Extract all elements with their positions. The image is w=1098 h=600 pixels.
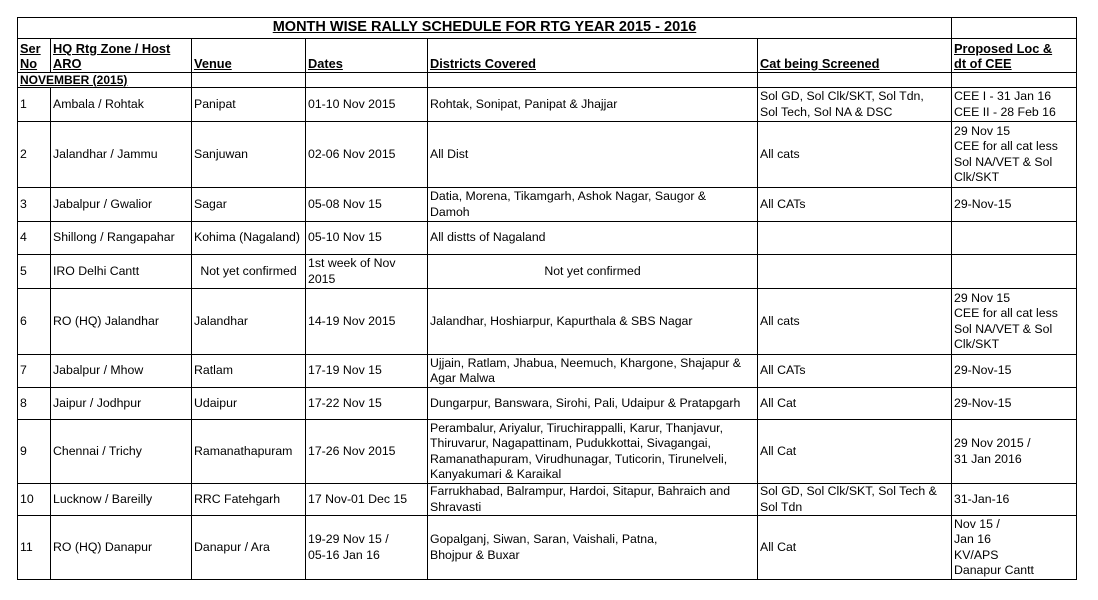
cell-dates: 1st week of Nov 2015 [306, 255, 428, 289]
title-blank-cell [952, 18, 1077, 39]
cell-districts: Perambalur, Ariyalur, Tiruchirappalli, Karur, Thanjavur, Thiruvarur, Nagapattinam, Pudukkottai, Sivagangai, Ramanathapuram, Virudhunagar, Tuticorin, Tirunelveli, Kanyakumari & Karaikal [428, 420, 758, 484]
cell-districts: All Dist [428, 122, 758, 188]
cell-dates: 01-10 Nov 2015 [306, 88, 428, 122]
rally-schedule-table [17, 17, 1077, 580]
table-row [18, 516, 1077, 580]
cell-cee [952, 255, 1077, 289]
table-row [18, 388, 1077, 420]
cell-dates: 02-06 Nov 2015 [306, 122, 428, 188]
cell-zone: Jabalpur / Mhow [51, 355, 192, 388]
table-row [18, 188, 1077, 222]
table-row [18, 355, 1077, 388]
cell-cat: All Cat [758, 516, 952, 580]
cell-ser: 9 [18, 420, 51, 484]
cell-districts: Rohtak, Sonipat, Panipat & Jhajjar [428, 88, 758, 122]
cell-districts: Dungarpur, Banswara, Sirohi, Pali, Udaipur & Pratapgarh [428, 388, 758, 420]
cell-ser: 7 [18, 355, 51, 388]
month-row [18, 73, 1077, 88]
cell-zone: Jaipur / Jodhpur [51, 388, 192, 420]
cell-cat: All CATs [758, 355, 952, 388]
page-title: MONTH WISE RALLY SCHEDULE FOR RTG YEAR 2015 - 2016 [18, 18, 952, 39]
cell-venue: Ramanathapuram [192, 420, 306, 484]
table-row [18, 222, 1077, 255]
cell-venue: Udaipur [192, 388, 306, 420]
cell-districts: Datia, Morena, Tikamgarh, Ashok Nagar, Saugor & Damoh [428, 188, 758, 222]
cell-cee: 29 Nov 2015 / 31 Jan 2016 [952, 420, 1077, 484]
cell-cee: 29-Nov-15 [952, 355, 1077, 388]
cell-cat: Sol GD, Sol Clk/SKT, Sol Tech & Sol Tdn [758, 484, 952, 516]
col-header-dates: Dates [306, 39, 428, 73]
cell-zone: Ambala / Rohtak [51, 88, 192, 122]
cell-zone: IRO Delhi Cantt [51, 255, 192, 289]
col-header-zone: HQ Rtg Zone / Host ARO [51, 39, 192, 73]
cell-ser: 4 [18, 222, 51, 255]
cell-venue: Danapur / Ara [192, 516, 306, 580]
cell-cat [758, 222, 952, 255]
cell-ser: 2 [18, 122, 51, 188]
table-row [18, 88, 1077, 122]
cell-districts: Jalandhar, Hoshiarpur, Kapurthala & SBS Nagar [428, 289, 758, 355]
cell-cat: All Cat [758, 388, 952, 420]
cell-districts: All distts of Nagaland [428, 222, 758, 255]
cell-districts: Not yet confirmed [428, 255, 758, 289]
cell-zone: Jalandhar / Jammu [51, 122, 192, 188]
cell-venue: Panipat [192, 88, 306, 122]
cell-zone: Lucknow / Bareilly [51, 484, 192, 516]
header-row [18, 39, 1077, 73]
cell-districts: Gopalganj, Siwan, Saran, Vaishali, Patna, Bhojpur & Buxar [428, 516, 758, 580]
month-label: NOVEMBER (2015) [18, 73, 192, 88]
cell-dates: 19-29 Nov 15 / 05-16 Jan 16 [306, 516, 428, 580]
cell-cat: All cats [758, 122, 952, 188]
cell-ser: 5 [18, 255, 51, 289]
table-row [18, 289, 1077, 355]
cell-venue: Kohima (Nagaland) [192, 222, 306, 255]
cell-zone: RO (HQ) Jalandhar [51, 289, 192, 355]
cell-ser: 11 [18, 516, 51, 580]
cell-venue: Sagar [192, 188, 306, 222]
cell-zone: Jabalpur / Gwalior [51, 188, 192, 222]
cell-zone: RO (HQ) Danapur [51, 516, 192, 580]
cell-dates: 17 Nov-01 Dec 15 [306, 484, 428, 516]
cell-cee: CEE I - 31 Jan 16 CEE II - 28 Feb 16 [952, 88, 1077, 122]
cell-dates: 05-08 Nov 15 [306, 188, 428, 222]
cell-cat: All CATs [758, 188, 952, 222]
cell-dates: 05-10 Nov 15 [306, 222, 428, 255]
table-row [18, 484, 1077, 516]
col-header-districts: Districts Covered [428, 39, 758, 73]
cell-cat: All Cat [758, 420, 952, 484]
cell-dates: 17-22 Nov 15 [306, 388, 428, 420]
cell-dates: 17-26 Nov 2015 [306, 420, 428, 484]
table-row [18, 420, 1077, 484]
cell-cee: 29-Nov-15 [952, 388, 1077, 420]
schedule-sheet [17, 17, 1077, 580]
col-header-cat: Cat being Screened [758, 39, 952, 73]
cell-venue: Jalandhar [192, 289, 306, 355]
cell-cee: 29 Nov 15 CEE for all cat less Sol NA/VET & Sol Clk/SKT [952, 122, 1077, 188]
cell-venue: Not yet confirmed [192, 255, 306, 289]
cell-cat [758, 255, 952, 289]
col-header-ser: Ser No [18, 39, 51, 73]
cell-cee: 31-Jan-16 [952, 484, 1077, 516]
cell-ser: 3 [18, 188, 51, 222]
cell-venue: RRC Fatehgarh [192, 484, 306, 516]
cell-cat: All cats [758, 289, 952, 355]
cell-dates: 17-19 Nov 15 [306, 355, 428, 388]
table-row [18, 122, 1077, 188]
cell-districts: Ujjain, Ratlam, Jhabua, Neemuch, Khargone, Shajapur & Agar Malwa [428, 355, 758, 388]
cell-ser: 6 [18, 289, 51, 355]
cell-venue: Sanjuwan [192, 122, 306, 188]
cell-zone: Chennai / Trichy [51, 420, 192, 484]
col-header-cee: Proposed Loc & dt of CEE [952, 39, 1077, 73]
cell-cee: Nov 15 / Jan 16 KV/APS Danapur Cantt [952, 516, 1077, 580]
title-row [18, 18, 1077, 39]
cell-cat: Sol GD, Sol Clk/SKT, Sol Tdn, Sol Tech, Sol NA & DSC [758, 88, 952, 122]
cell-ser: 1 [18, 88, 51, 122]
col-header-venue: Venue [192, 39, 306, 73]
cell-cee [952, 222, 1077, 255]
cell-districts: Farrukhabad, Balrampur, Hardoi, Sitapur, Bahraich and Shravasti [428, 484, 758, 516]
cell-cee: 29-Nov-15 [952, 188, 1077, 222]
cell-dates: 14-19 Nov 2015 [306, 289, 428, 355]
cell-venue: Ratlam [192, 355, 306, 388]
cell-ser: 10 [18, 484, 51, 516]
cell-zone: Shillong / Rangapahar [51, 222, 192, 255]
table-row [18, 255, 1077, 289]
cell-ser: 8 [18, 388, 51, 420]
cell-cee: 29 Nov 15 CEE for all cat less Sol NA/VET & Sol Clk/SKT [952, 289, 1077, 355]
